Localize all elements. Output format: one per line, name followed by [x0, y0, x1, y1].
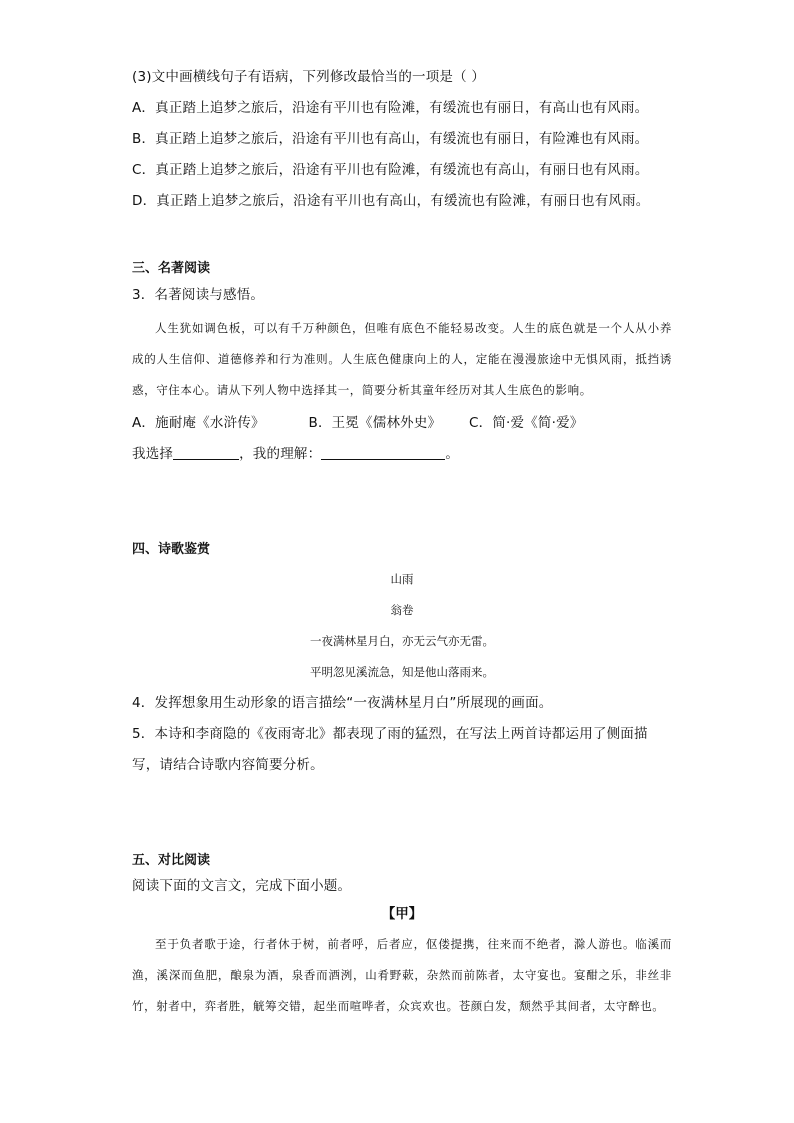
q3-option-a: A．真正踏上追梦之旅后，沿途有平川也有险滩，有缓流也有丽日，有高山也有风雨。 [132, 100, 649, 116]
section3-option-b: B．王冕《儒林外史》 [308, 415, 442, 431]
section5-instruction: 阅读下面的文言文，完成下面小题。 [132, 878, 352, 894]
poem-line-2: 平明忽见溪流急，知是他山落雨来。 [310, 665, 494, 679]
section3-passage-text: 人生犹如调色板，可以有千万种颜色，但唯有底色不能轻易改变。人生的底色就是一个人从小养成的人生信仰、道德修养和行为准则。人生底色健康向上的人，定能在漫漫旅途中无惧风雨，抵挡诱惑，守住本心。请从下列人物中选择其一，简要分析其童年经历对其人生底色的影响。 [132, 321, 672, 397]
q5-text-2: 写，请结合诗歌内容简要分析。 [132, 757, 324, 773]
poem-author: 翁卷 [390, 603, 414, 617]
section5-passage-text: 至于负者歌于途，行者休于树，前者呼，后者应，伛偻提携，往来而不绝者，滁人游也。临溪而渔，溪深而鱼肥，酿泉为酒，泉香而酒洌，山肴野蔌，杂然而前陈者，太守宴也。宴酣之乐，非丝非竹，射者中，弈者胜，觥筹交错，起坐而喧哗者，众宾欢也。苍颜白发，颓然乎其间者，太守醉也。 [132, 937, 672, 1013]
section3-option-c: C．简·爱《简·爱》 [469, 415, 584, 431]
answer-prefix: 我选择 [132, 446, 174, 462]
poem-title: 山雨 [390, 572, 414, 586]
q3-option-c: C．真正踏上追梦之旅后，沿途有平川也有险滩，有缓流也有高山，有丽日也有风雨。 [132, 162, 649, 178]
q5-text-1: 5．本诗和李商隐的《夜雨寄北》都表现了雨的猛烈，在写法上两首诗都运用了侧面描 [132, 726, 648, 742]
section3-options [132, 408, 672, 439]
section3-passage [132, 313, 672, 406]
section3-option-a: A．施耐庵《水浒传》 [132, 415, 265, 431]
section4-title: 四、诗歌鉴赏 [132, 542, 211, 557]
section3-title: 三、名著阅读 [132, 261, 211, 276]
section5-title: 五、对比阅读 [132, 853, 211, 868]
section4-block [132, 538, 672, 781]
q3-option-b: B．真正踏上追梦之旅后，沿途有平川也有高山，有缓流也有丽日，有险滩也有风雨。 [132, 131, 649, 147]
answer-middle: ，我的理解： [239, 446, 322, 462]
section3-answer-line [132, 439, 672, 470]
poem-line-1: 一夜满林星月白，亦无云气亦无雷。 [310, 634, 494, 648]
section3-question: 3．名著阅读与感悟。 [132, 287, 265, 303]
choice-blank[interactable] [173, 445, 239, 460]
q3-option-d: D．真正踏上追梦之旅后，沿途有平川也有高山，有缓流也有险滩，有丽日也有风雨。 [132, 193, 650, 209]
section3-block [132, 257, 672, 470]
section5-passage [132, 929, 672, 1022]
q4-text: 4．发挥想象用生动形象的语言描绘“一夜满林星月白”所展现的画面。 [132, 695, 553, 711]
q3-stem: (3)文中画横线句子有语病，下列修改最恰当的一项是（ ） [132, 69, 486, 85]
q3-block [132, 62, 650, 217]
understanding-blank[interactable] [321, 445, 445, 460]
section5-block [132, 849, 672, 1022]
part-label-jia: 【甲】 [381, 906, 423, 922]
answer-end: 。 [445, 446, 460, 462]
